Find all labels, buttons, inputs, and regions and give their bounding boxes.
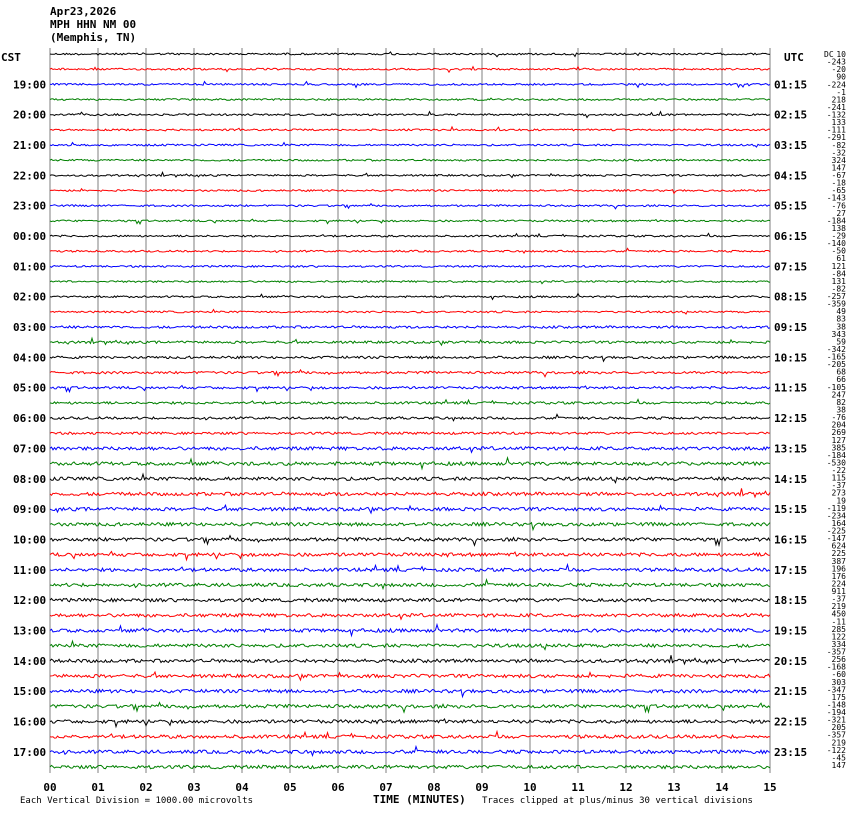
trace-line [50,67,770,73]
dc-offset-value: 911 [831,587,846,596]
minute-tick-label: 04 [235,781,249,794]
trace-line [50,386,770,392]
utc-hour-label: 22:15 [774,715,808,729]
trace-line [50,689,770,696]
dc-offset-value: -76 [831,413,846,423]
trace-line [50,159,770,161]
minute-tick-label: 03 [187,781,201,794]
dc-offset-value: 133 [831,118,846,128]
dc-offset-value: 624 [831,541,846,551]
trace-line [50,447,770,453]
trace-line [50,204,770,209]
dc-offset-value: -37 [831,481,846,491]
dc-offset-value: 82 [836,397,846,407]
dc-offset-value: -241 [826,102,846,112]
trace-line [50,565,770,572]
dc-offset-value: 205 [831,723,846,733]
utc-hour-label: 19:15 [774,624,808,638]
trace-line [50,719,770,727]
minute-tick-label: 13 [667,781,681,794]
trace-line [50,112,770,118]
dc-offset-title: DC [824,50,834,59]
dc-offset-value: 343 [831,329,846,339]
trace-line [50,294,770,300]
trace-line [50,625,770,636]
dc-offset-value: 19 [836,496,846,506]
utc-hour-label: 01:15 [774,78,808,92]
trace-line [50,143,770,148]
dc-offset-value: -184 [826,216,846,226]
trace-line [50,281,770,284]
cst-hour-label: 17:00 [13,745,47,759]
minute-tick-label: 08 [427,781,441,794]
dc-offset-value: 176 [831,571,846,581]
dc-offset-value: -357 [826,730,846,740]
dc-offset-value: -76 [831,201,846,211]
trace-line [50,672,770,680]
trace-line [50,536,770,546]
trace-line [50,399,770,404]
dc-offset-value: 224 [831,579,846,589]
utc-hour-label: 14:15 [774,472,808,486]
dc-offset-value: 83 [836,314,846,324]
dc-offset-value: 49 [836,307,846,317]
utc-hour-labels [774,78,807,759]
cst-hour-label: 16:00 [13,715,47,729]
dc-offset-value: 218 [831,95,846,105]
dc-offset-value: 66 [836,375,846,385]
cst-hour-label: 08:00 [13,472,47,486]
trace-line [50,338,770,345]
dc-offset-value: -357 [826,647,846,657]
trace-line [50,655,770,664]
trace-line [50,172,770,177]
dc-offset-value: -224 [826,80,846,90]
utc-hour-label: 03:15 [774,139,808,152]
dc-offset-value: -1 [836,87,846,97]
footer-right-note: Traces clipped at plus/minus 30 vertical divisions [482,796,753,806]
dc-offset-value: -29 [831,231,846,241]
dc-offset-value: -234 [826,511,846,521]
utc-hour-label: 17:15 [774,563,808,577]
utc-hour-label: 20:15 [774,654,808,668]
dc-offset-value: -20 [831,65,846,75]
dc-offset-value: 90 [836,72,846,82]
dc-offset-value: 131 [831,276,846,286]
dc-offset-value: 121 [831,261,846,271]
trace-line [50,326,770,328]
trace-line [50,732,770,739]
trace-line [50,474,770,483]
cst-hour-label: 15:00 [13,685,47,699]
dc-offset-value: -347 [826,685,846,695]
dc-offset-value: -359 [826,299,846,309]
dc-offset-value: -18 [831,178,846,188]
dc-offset-value: -225 [826,526,846,536]
cst-hour-label: 01:00 [13,260,47,274]
utc-hour-label: 06:15 [774,230,808,243]
dc-offset-value: -11 [831,617,846,627]
dc-offset-value: -82 [831,284,846,294]
cst-hour-label: 20:00 [13,108,47,122]
minute-tick-label: 06 [331,781,345,794]
dc-offset-value: -165 [826,352,846,362]
dc-offset-value: 115 [831,473,846,483]
dc-offset-value: -119 [826,503,846,513]
dc-offset-value: -60 [831,670,846,680]
dc-offset-value: 138 [831,224,846,233]
utc-axis-title: UTC [784,51,804,64]
utc-hour-label: 18:15 [774,594,808,608]
dc-offset-value: 68 [836,367,846,377]
dc-offset-value: -140 [826,239,846,249]
trace-line [50,189,770,194]
trace-line [50,598,770,601]
dc-offset-value: 225 [831,549,846,559]
trace-line [50,747,770,756]
minute-tick-label: 07 [379,781,393,794]
dc-offset-value: 204 [831,420,846,430]
cst-hour-labels [13,78,46,759]
cst-hour-label: 14:00 [13,654,47,668]
time-gridlines [50,48,770,773]
dc-offset-value: -143 [826,193,846,203]
trace-line [50,505,770,513]
utc-hour-label: 15:15 [774,503,808,517]
dc-offset-value: -111 [826,125,846,135]
trace-line [50,127,770,131]
utc-hour-label: 21:15 [774,685,808,699]
dc-offset-value: -122 [826,745,846,755]
utc-hour-label: 09:15 [774,321,808,335]
dc-offset-value: 219 [831,602,846,612]
cst-hour-label: 23:00 [13,199,47,213]
dc-offset-value: 196 [831,564,846,574]
trace-line [50,552,770,560]
dc-offset-value: -65 [831,186,846,196]
minute-tick-label: 14 [715,781,729,794]
minute-tick-label: 15 [763,781,777,794]
dc-offset-value: 269 [831,428,846,438]
dc-offset-value: 247 [831,390,846,400]
dc-offset-value: -257 [826,292,846,301]
minute-tick-label: 05 [283,781,297,794]
dc-offset-value: -194 [826,708,846,718]
trace-line [50,356,770,361]
dc-offset-value: 122 [831,632,846,642]
trace-line [50,370,770,377]
cst-hour-label: 05:00 [13,381,47,395]
x-axis-title: TIME (MINUTES) [373,793,466,806]
trace-line [50,98,770,100]
dc-offset-value: -67 [831,171,846,180]
dc-offset-value: -50 [831,246,846,256]
dc-offset-value: 324 [831,155,846,165]
dc-offset-value: -45 [831,753,846,763]
utc-hour-label: 07:15 [774,260,808,274]
trace-line [50,765,770,768]
utc-hour-label: 12:15 [774,412,808,426]
trace-line [50,580,770,589]
dc-offset-value: -148 [826,700,846,710]
cst-hour-label: 00:00 [13,230,47,243]
dc-offset-value: 303 [831,677,846,687]
date-label: Apr23,2026 [50,5,117,18]
utc-hour-label: 23:15 [774,745,808,759]
trace-line [50,432,770,435]
minute-tick-label: 01 [91,781,105,794]
trace-line [50,488,770,497]
dc-offset-value: 387 [831,556,846,566]
station-label: MPH HHN NM 00 [50,18,137,31]
trace-line [50,266,770,268]
seismic-traces [50,52,770,769]
dc-offset-value: -168 [826,662,846,672]
cst-hour-label: 12:00 [13,594,47,608]
dc-offset-value: 10 [836,50,846,59]
dc-offset-value: -82 [831,140,846,150]
utc-hour-label: 11:15 [774,381,808,395]
trace-line [50,219,770,224]
dc-offset-value: 175 [831,692,846,702]
trace-line [50,458,770,469]
minute-tick-label: 12 [619,781,633,794]
cst-hour-label: 10:00 [13,533,47,547]
cst-hour-label: 21:00 [13,139,47,152]
cst-hour-label: 13:00 [13,624,47,638]
minute-tick-label: 09 [475,781,489,794]
dc-offset-value: -321 [826,715,846,725]
minute-tick-label: 10 [523,781,537,794]
minute-tick-label: 02 [139,781,153,794]
utc-hour-label: 05:15 [774,199,808,213]
dc-offset-value: -342 [826,345,846,354]
utc-hour-label: 08:15 [774,290,808,304]
dc-offset-value: 127 [831,435,846,445]
location-label: (Memphis, TN) [50,31,137,44]
dc-offset-value: 59 [836,337,846,347]
dc-offset-labels [827,50,846,770]
dc-offset-value: -147 [826,534,846,544]
trace-line [50,614,770,620]
cst-hour-label: 11:00 [13,563,47,577]
trace-line [50,414,770,420]
trace-line [50,82,770,88]
dc-offset-value: 147 [831,163,846,173]
dc-offset-value: 285 [831,624,846,634]
dc-offset-value: -32 [831,148,846,158]
dc-offset-value: -84 [831,269,846,279]
dc-offset-value: 38 [836,405,846,415]
dc-offset-value: -291 [826,133,846,143]
dc-offset-value: 61 [836,254,846,264]
cst-axis-title: CST [1,51,21,64]
dc-offset-value: 273 [831,488,846,498]
dc-offset-value: 385 [831,443,846,453]
trace-line [50,52,770,57]
utc-hour-label: 16:15 [774,533,808,547]
trace-line [50,703,770,713]
trace-line [50,248,770,253]
dc-offset-value: -184 [826,450,846,460]
dc-offset-value: 147 [831,761,846,770]
cst-hour-label: 02:00 [13,290,47,304]
utc-hour-label: 10:15 [774,351,808,365]
trace-line [50,310,770,315]
dc-offset-value: -132 [826,110,846,120]
dc-offset-value: -37 [831,594,846,604]
cst-hour-label: 09:00 [13,503,47,517]
dc-offset-value: 219 [831,738,846,748]
dc-offset-value: -22 [831,466,846,475]
minute-tick-label: 11 [571,781,585,794]
dc-offset-value: 27 [836,208,846,218]
dc-offset-value: -105 [826,382,846,392]
trace-line [50,523,770,530]
utc-hour-label: 04:15 [774,169,808,183]
cst-hour-label: 19:00 [13,78,47,92]
trace-line [50,641,770,650]
dc-offset-value: 256 [831,655,846,665]
dc-offset-value: -205 [826,360,846,370]
cst-hour-label: 22:00 [13,169,47,183]
dc-offset-value: 38 [836,322,846,332]
cst-hour-label: 06:00 [13,412,47,426]
cst-hour-label: 07:00 [13,442,47,456]
dc-offset-value: -530 [826,458,846,468]
dc-offset-value: 334 [831,640,846,649]
minute-tick-label: 00 [43,781,57,794]
dc-offset-value: 450 [831,609,846,619]
dc-offset-value: -243 [826,57,846,67]
footer-left-note: Each Vertical Division = 1000.00 microvolts [20,796,253,806]
cst-hour-label: 04:00 [13,351,47,365]
trace-line [50,233,770,237]
cst-hour-label: 03:00 [13,321,47,335]
utc-hour-label: 13:15 [774,442,808,456]
utc-hour-label: 02:15 [774,108,808,122]
dc-offset-value: 164 [831,519,846,528]
